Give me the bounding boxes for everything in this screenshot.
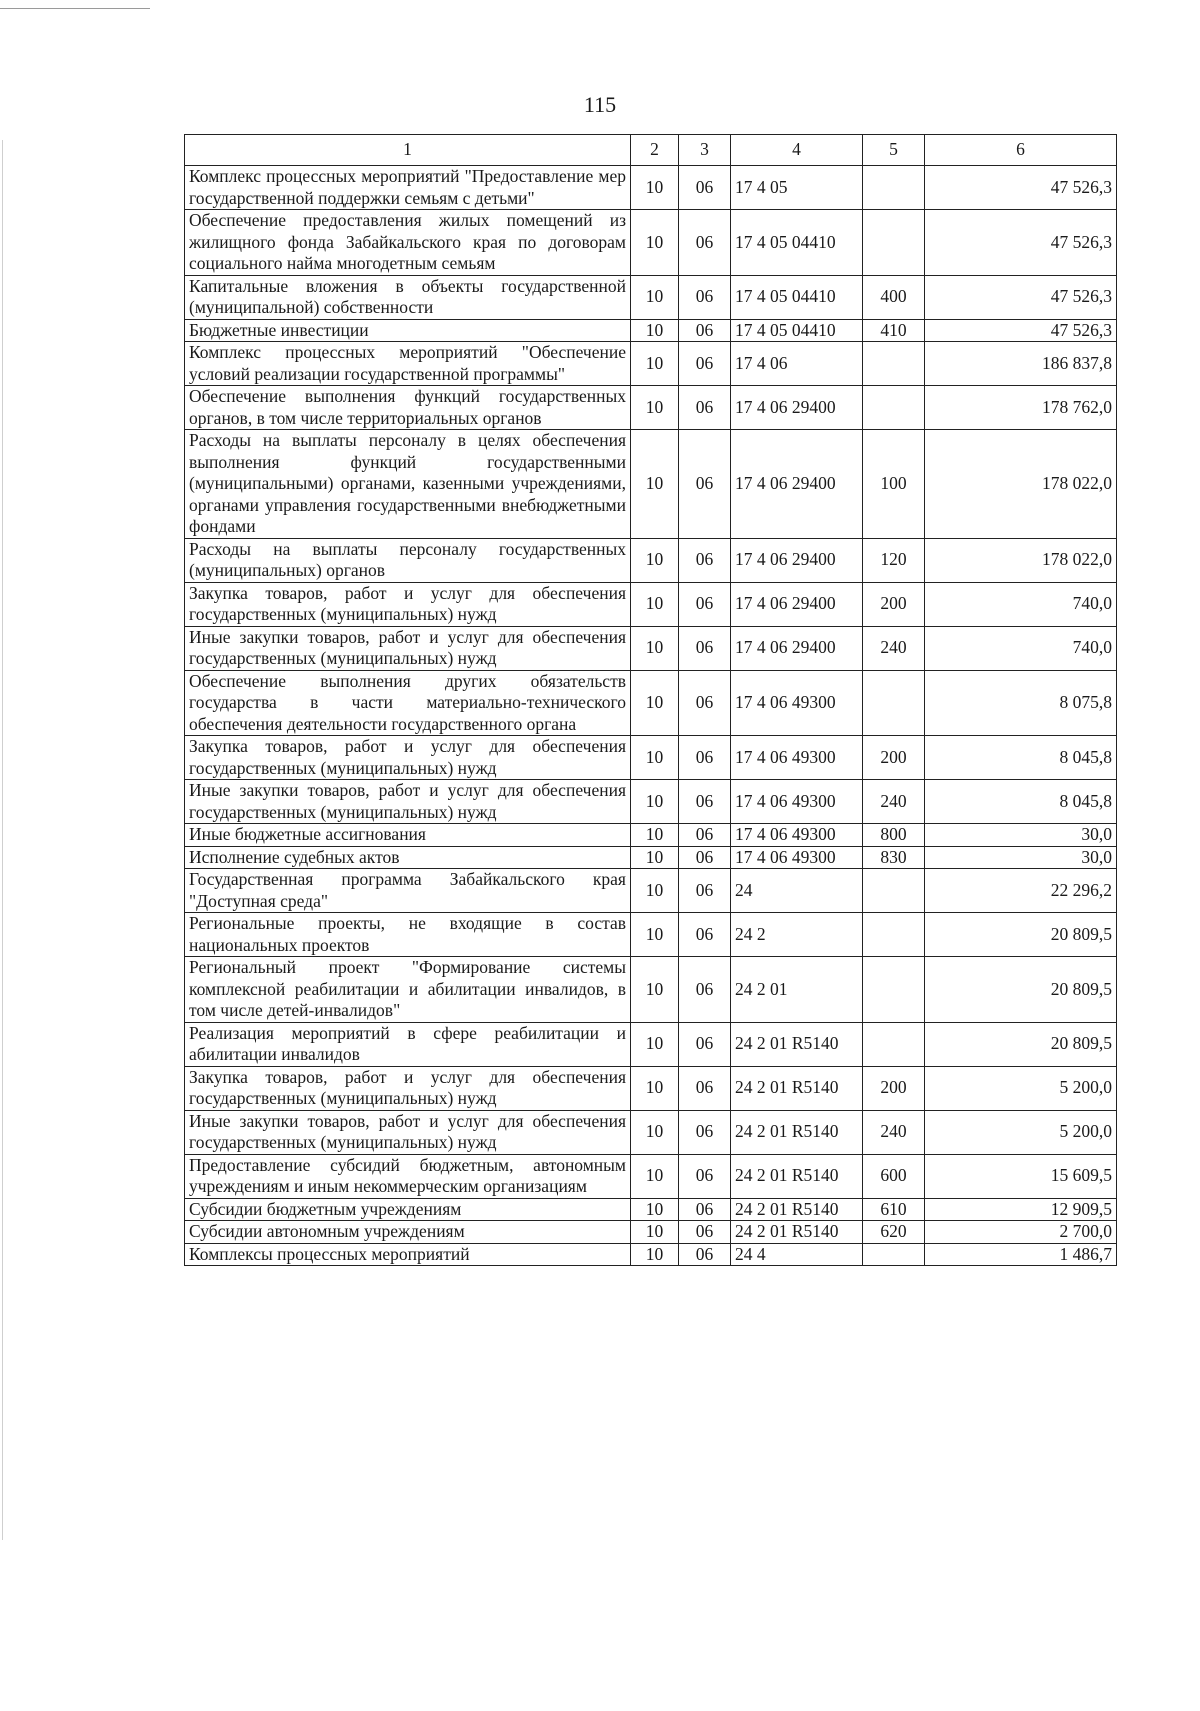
cell-col-4: 17 4 05 [731, 166, 863, 210]
column-header-3: 3 [679, 135, 731, 166]
cell-col-6: 15 609,5 [925, 1154, 1117, 1198]
cell-col-4: 17 4 06 49300 [731, 670, 863, 736]
cell-col-2: 10 [631, 1198, 679, 1221]
cell-col-5: 240 [863, 780, 925, 824]
cell-col-3: 06 [679, 166, 731, 210]
cell-col-6: 740,0 [925, 626, 1117, 670]
table-row [185, 1221, 1117, 1244]
column-header-2: 2 [631, 135, 679, 166]
cell-col-3: 06 [679, 780, 731, 824]
cell-col-2: 10 [631, 957, 679, 1023]
cell-col-4: 17 4 05 04410 [731, 275, 863, 319]
cell-col-2: 10 [631, 1221, 679, 1244]
table-row [185, 626, 1117, 670]
cell-col-4: 17 4 06 29400 [731, 626, 863, 670]
cell-col-6: 740,0 [925, 582, 1117, 626]
cell-col-5 [863, 670, 925, 736]
cell-col-3: 06 [679, 957, 731, 1023]
cell-col-5: 120 [863, 538, 925, 582]
cell-col-3: 06 [679, 1066, 731, 1110]
cell-col-6: 12 909,5 [925, 1198, 1117, 1221]
cell-col-5: 600 [863, 1154, 925, 1198]
cell-col-4: 24 2 [731, 913, 863, 957]
cell-name: Бюджетные инвестиции [185, 319, 631, 342]
cell-col-2: 10 [631, 1022, 679, 1066]
table-row [185, 275, 1117, 319]
cell-col-4: 17 4 05 04410 [731, 210, 863, 276]
cell-col-6: 47 526,3 [925, 166, 1117, 210]
cell-col-3: 06 [679, 319, 731, 342]
cell-name: Субсидии автономным учреждениям [185, 1221, 631, 1244]
cell-col-3: 06 [679, 913, 731, 957]
cell-name: Иные закупки товаров, работ и услуг для обеспечения государственных (муниципальных) нужд [185, 1110, 631, 1154]
cell-col-3: 06 [679, 342, 731, 386]
cell-col-2: 10 [631, 275, 679, 319]
cell-col-5: 200 [863, 582, 925, 626]
cell-col-3: 06 [679, 846, 731, 869]
cell-col-5: 610 [863, 1198, 925, 1221]
table-row [185, 1022, 1117, 1066]
cell-name: Государственная программа Забайкальского края "Доступная среда" [185, 869, 631, 913]
cell-col-6: 178 022,0 [925, 430, 1117, 539]
table-row [185, 1066, 1117, 1110]
cell-col-2: 10 [631, 913, 679, 957]
table-row [185, 1154, 1117, 1198]
cell-name: Исполнение судебных актов [185, 846, 631, 869]
cell-col-5 [863, 957, 925, 1023]
cell-col-5 [863, 210, 925, 276]
cell-col-3: 06 [679, 210, 731, 276]
table-row [185, 1243, 1117, 1266]
table-row [185, 736, 1117, 780]
cell-col-2: 10 [631, 538, 679, 582]
cell-name: Обеспечение выполнения других обязательств государства в части материально-технического обеспечения деятельности государственного органа [185, 670, 631, 736]
cell-col-6: 8 045,8 [925, 780, 1117, 824]
cell-name: Иные бюджетные ассигнования [185, 824, 631, 847]
cell-col-6: 22 296,2 [925, 869, 1117, 913]
cell-name: Обеспечение выполнения функций государственных органов, в том числе территориальных органов [185, 386, 631, 430]
cell-col-4: 24 2 01 R5140 [731, 1066, 863, 1110]
cell-col-5 [863, 1243, 925, 1266]
cell-col-4: 17 4 06 29400 [731, 582, 863, 626]
cell-col-2: 10 [631, 736, 679, 780]
cell-col-6: 30,0 [925, 824, 1117, 847]
table-row [185, 342, 1117, 386]
cell-col-4: 17 4 06 49300 [731, 736, 863, 780]
table-row [185, 957, 1117, 1023]
cell-col-6: 20 809,5 [925, 913, 1117, 957]
cell-col-2: 10 [631, 1243, 679, 1266]
cell-col-6: 47 526,3 [925, 210, 1117, 276]
cell-name: Комплексы процессных мероприятий [185, 1243, 631, 1266]
cell-name: Предоставление субсидий бюджетным, автономным учреждениям и иным некоммерческим организациям [185, 1154, 631, 1198]
cell-col-5: 200 [863, 1066, 925, 1110]
cell-col-2: 10 [631, 342, 679, 386]
table-row [185, 780, 1117, 824]
cell-col-4: 24 2 01 R5140 [731, 1154, 863, 1198]
cell-col-2: 10 [631, 166, 679, 210]
cell-col-4: 24 2 01 R5140 [731, 1022, 863, 1066]
cell-name: Закупка товаров, работ и услуг для обеспечения государственных (муниципальных) нужд [185, 736, 631, 780]
table-row [185, 538, 1117, 582]
cell-name: Субсидии бюджетным учреждениям [185, 1198, 631, 1221]
table-row [185, 319, 1117, 342]
cell-col-6: 8 045,8 [925, 736, 1117, 780]
cell-col-5 [863, 1022, 925, 1066]
cell-col-2: 10 [631, 670, 679, 736]
cell-col-4: 24 2 01 R5140 [731, 1221, 863, 1244]
cell-col-4: 17 4 06 49300 [731, 824, 863, 847]
cell-col-3: 06 [679, 582, 731, 626]
cell-col-5 [863, 869, 925, 913]
cell-name: Обеспечение предоставления жилых помещений из жилищного фонда Забайкальского края по договорам социального найма многодетным семьям [185, 210, 631, 276]
cell-col-5: 240 [863, 1110, 925, 1154]
cell-col-6: 1 486,7 [925, 1243, 1117, 1266]
cell-col-3: 06 [679, 386, 731, 430]
cell-col-2: 10 [631, 846, 679, 869]
cell-col-3: 06 [679, 824, 731, 847]
cell-name: Комплекс процессных мероприятий "Предоставление мер государственной поддержки семьям с детьми" [185, 166, 631, 210]
cell-col-6: 5 200,0 [925, 1066, 1117, 1110]
cell-col-4: 17 4 06 49300 [731, 846, 863, 869]
cell-col-4: 24 2 01 R5140 [731, 1198, 863, 1221]
cell-name: Региональный проект "Формирование системы комплексной реабилитации и абилитации инвалидов, в том числе детей-инвалидов" [185, 957, 631, 1023]
cell-col-2: 10 [631, 1110, 679, 1154]
cell-col-2: 10 [631, 319, 679, 342]
table-row [185, 846, 1117, 869]
cell-name: Иные закупки товаров, работ и услуг для обеспечения государственных (муниципальных) нужд [185, 626, 631, 670]
table-row [185, 913, 1117, 957]
cell-col-3: 06 [679, 626, 731, 670]
cell-col-2: 10 [631, 386, 679, 430]
cell-col-3: 06 [679, 430, 731, 539]
table-row [185, 210, 1117, 276]
cell-name: Иные закупки товаров, работ и услуг для обеспечения государственных (муниципальных) нужд [185, 780, 631, 824]
cell-col-5: 100 [863, 430, 925, 539]
table-row [185, 582, 1117, 626]
table-row [185, 430, 1117, 539]
cell-col-3: 06 [679, 1221, 731, 1244]
cell-col-4: 17 4 06 49300 [731, 780, 863, 824]
cell-col-6: 2 700,0 [925, 1221, 1117, 1244]
budget-table [184, 134, 1117, 1266]
cell-col-5: 410 [863, 319, 925, 342]
cell-col-4: 17 4 06 29400 [731, 386, 863, 430]
cell-col-2: 10 [631, 430, 679, 539]
cell-col-4: 17 4 05 04410 [731, 319, 863, 342]
cell-col-6: 186 837,8 [925, 342, 1117, 386]
table-row [185, 1198, 1117, 1221]
cell-col-3: 06 [679, 670, 731, 736]
table-row [185, 869, 1117, 913]
cell-col-3: 06 [679, 1022, 731, 1066]
cell-col-5: 830 [863, 846, 925, 869]
cell-col-3: 06 [679, 1198, 731, 1221]
cell-col-2: 10 [631, 210, 679, 276]
cell-col-2: 10 [631, 582, 679, 626]
cell-col-6: 47 526,3 [925, 275, 1117, 319]
cell-col-6: 8 075,8 [925, 670, 1117, 736]
cell-col-3: 06 [679, 1110, 731, 1154]
cell-col-6: 178 022,0 [925, 538, 1117, 582]
cell-col-3: 06 [679, 275, 731, 319]
cell-col-6: 178 762,0 [925, 386, 1117, 430]
cell-name: Расходы на выплаты персоналу государственных (муниципальных) органов [185, 538, 631, 582]
cell-col-3: 06 [679, 1243, 731, 1266]
cell-col-5: 200 [863, 736, 925, 780]
cell-col-2: 10 [631, 1154, 679, 1198]
cell-col-3: 06 [679, 736, 731, 780]
page-number: 115 [583, 92, 617, 117]
column-header-6: 6 [925, 135, 1117, 166]
cell-col-3: 06 [679, 538, 731, 582]
table-row [185, 386, 1117, 430]
cell-col-2: 10 [631, 1066, 679, 1110]
cell-col-5: 800 [863, 824, 925, 847]
scan-artifact-left-edge [2, 140, 3, 1540]
cell-col-6: 5 200,0 [925, 1110, 1117, 1154]
cell-name: Закупка товаров, работ и услуг для обеспечения государственных (муниципальных) нужд [185, 1066, 631, 1110]
header-row [185, 135, 1117, 166]
cell-name: Расходы на выплаты персоналу в целях обеспечения выполнения функций государственными (муниципальными) органами, казенными учреждениями, органами управления государственными внебюджетными фондами [185, 430, 631, 539]
cell-col-4: 24 2 01 [731, 957, 863, 1023]
cell-col-2: 10 [631, 780, 679, 824]
table-row [185, 1110, 1117, 1154]
cell-col-5 [863, 913, 925, 957]
cell-col-3: 06 [679, 869, 731, 913]
cell-col-4: 17 4 06 29400 [731, 538, 863, 582]
cell-col-5: 400 [863, 275, 925, 319]
cell-col-2: 10 [631, 626, 679, 670]
cell-col-6: 47 526,3 [925, 319, 1117, 342]
cell-col-6: 30,0 [925, 846, 1117, 869]
cell-col-4: 24 2 01 R5140 [731, 1110, 863, 1154]
table-body [185, 166, 1117, 1266]
cell-col-2: 10 [631, 824, 679, 847]
cell-col-4: 24 4 [731, 1243, 863, 1266]
table-row [185, 166, 1117, 210]
cell-col-4: 17 4 06 29400 [731, 430, 863, 539]
cell-name: Региональные проекты, не входящие в состав национальных проектов [185, 913, 631, 957]
cell-col-5: 240 [863, 626, 925, 670]
cell-col-4: 24 [731, 869, 863, 913]
cell-name: Закупка товаров, работ и услуг для обеспечения государственных (муниципальных) нужд [185, 582, 631, 626]
column-header-1: 1 [185, 135, 631, 166]
cell-col-5 [863, 386, 925, 430]
cell-col-5: 620 [863, 1221, 925, 1244]
cell-col-6: 20 809,5 [925, 1022, 1117, 1066]
scan-artifact-top-left [0, 8, 150, 9]
cell-col-4: 17 4 06 [731, 342, 863, 386]
cell-col-3: 06 [679, 1154, 731, 1198]
cell-name: Комплекс процессных мероприятий "Обеспечение условий реализации государственной программы" [185, 342, 631, 386]
cell-name: Реализация мероприятий в сфере реабилитации и абилитации инвалидов [185, 1022, 631, 1066]
table-row [185, 670, 1117, 736]
cell-col-5 [863, 166, 925, 210]
table-row [185, 824, 1117, 847]
cell-col-6: 20 809,5 [925, 957, 1117, 1023]
column-header-5: 5 [863, 135, 925, 166]
column-header-4: 4 [731, 135, 863, 166]
cell-col-5 [863, 342, 925, 386]
cell-name: Капитальные вложения в объекты государственной (муниципальной) собственности [185, 275, 631, 319]
cell-col-2: 10 [631, 869, 679, 913]
